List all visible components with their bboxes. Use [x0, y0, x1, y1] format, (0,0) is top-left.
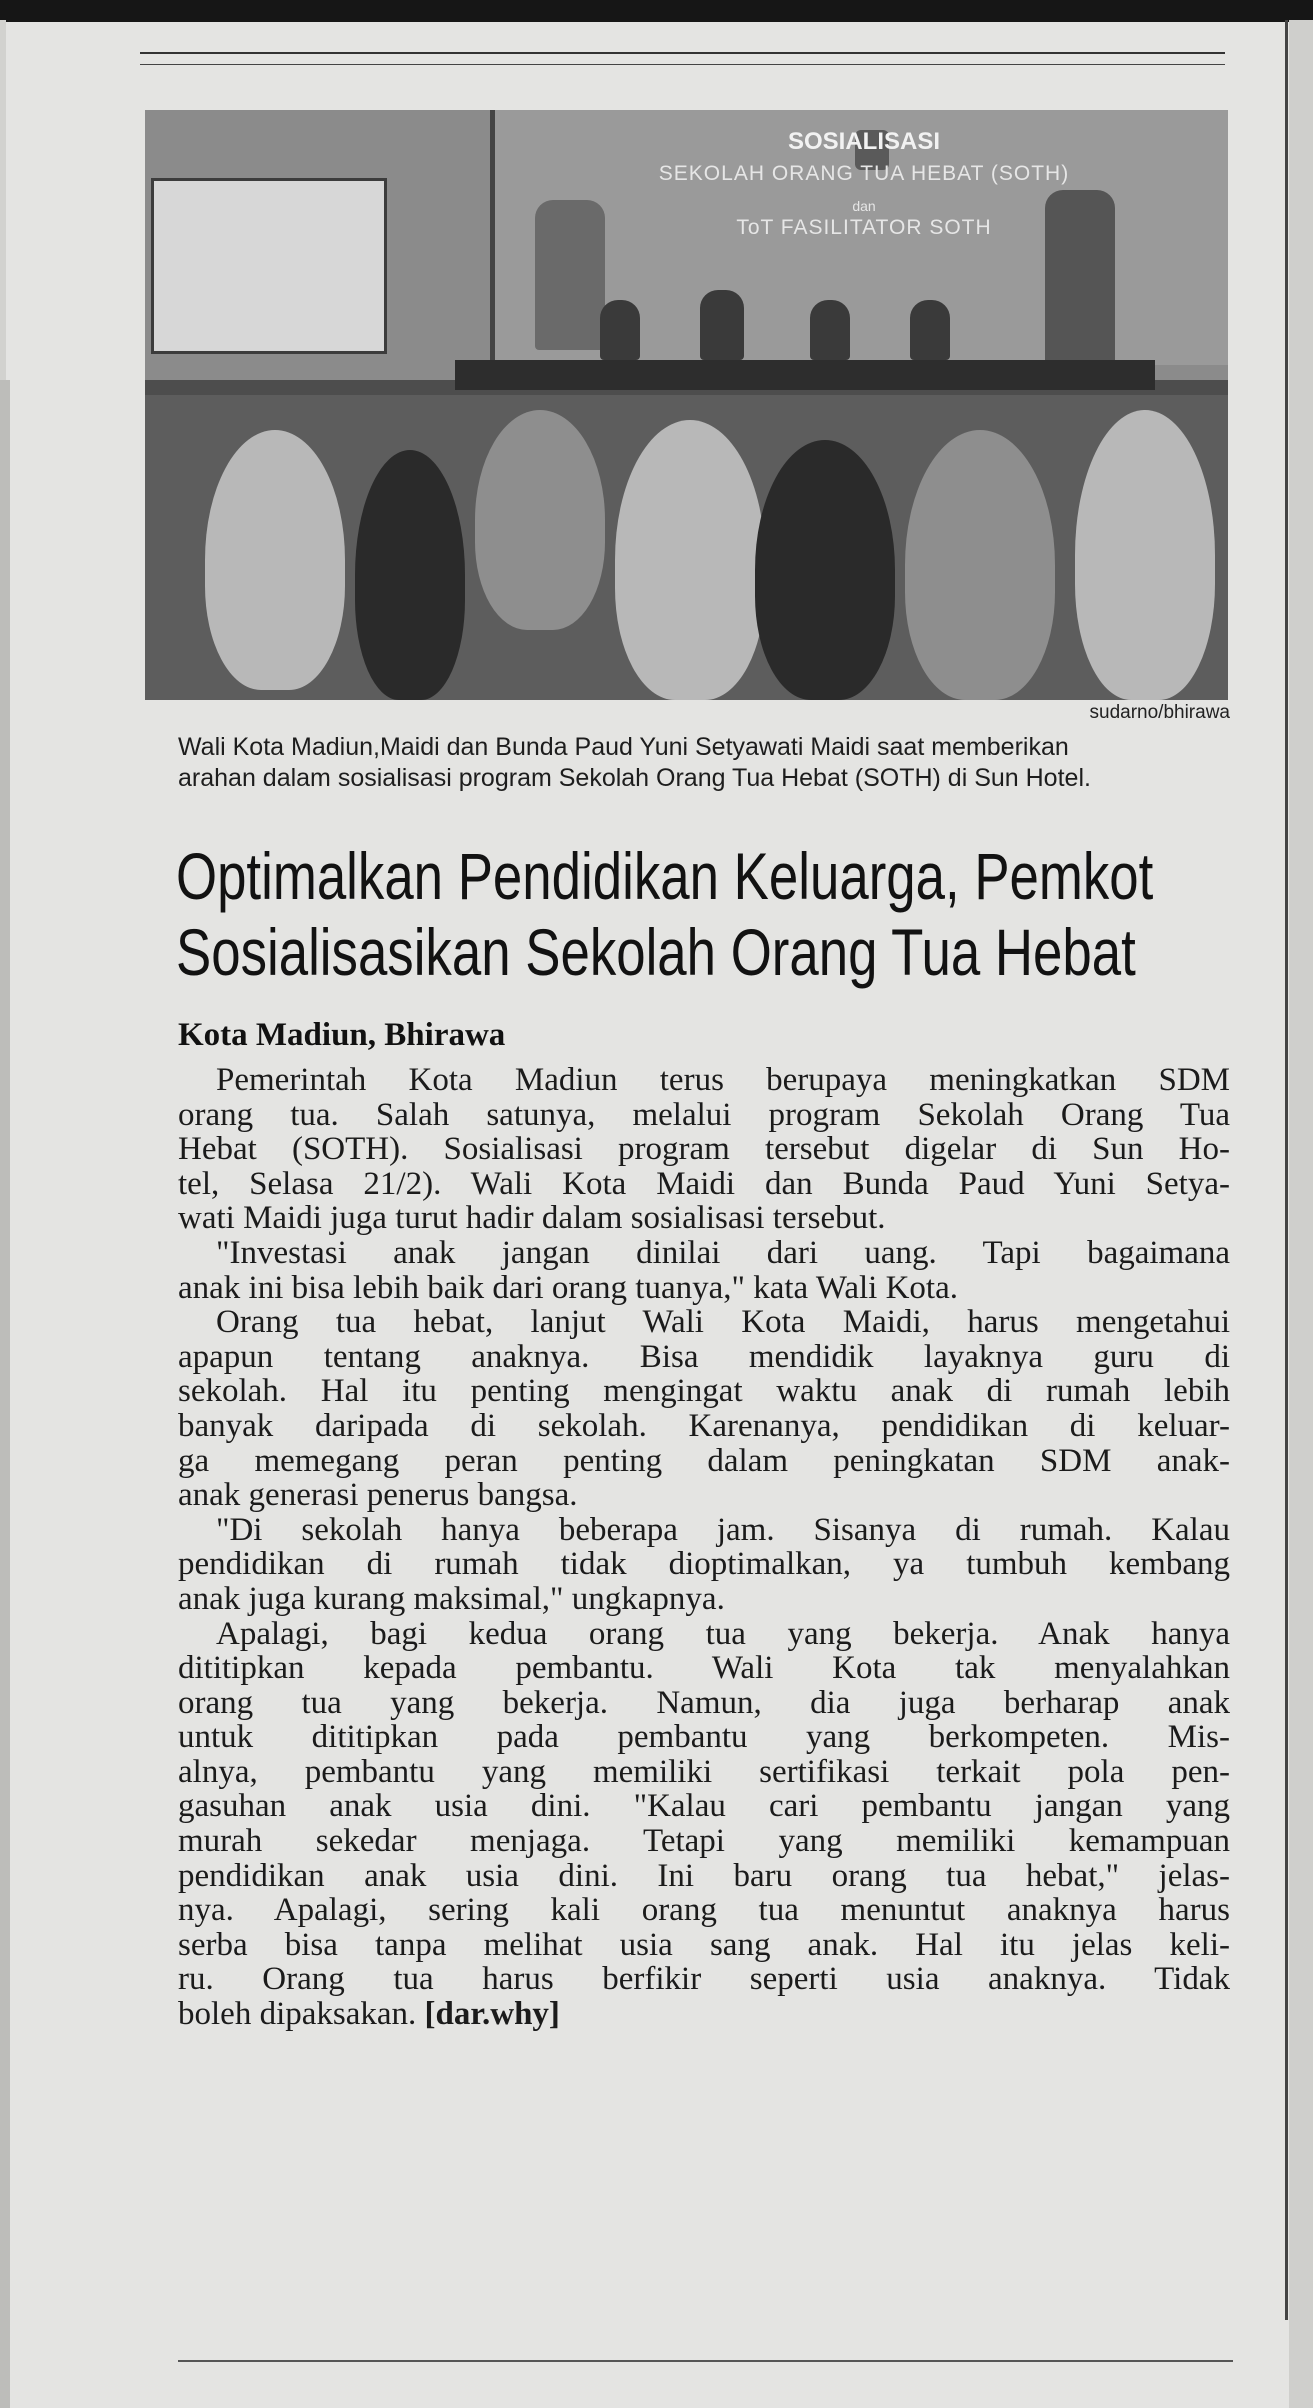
body-line: nya. Apalagi, sering kali orang tua menuntut anaknya harus	[178, 1892, 1230, 1929]
body-line: untuk dititipkan pada pembantu yang berkompeten. Mis-	[178, 1719, 1230, 1756]
author-signature: [dar.why]	[424, 1996, 560, 2033]
panel-member	[810, 300, 850, 360]
body-line: banyak daripada di sekolah. Karenanya, pendidikan di keluar-	[178, 1407, 1230, 1444]
panel-member	[910, 300, 950, 360]
body-line: Apalagi, bagi kedua orang tua yang bekerja. Anak hanya	[216, 1615, 1230, 1652]
banner-subtitle: SEKOLAH ORANG TUA HEBAT (SOTH)	[658, 162, 1070, 185]
audience-member	[355, 450, 465, 700]
body-line: serba bisa tanpa melihat usia sang anak. Hal itu jelas keli-	[178, 1926, 1230, 1963]
body-line: apapun tentang anaknya. Bisa mendidik layaknya guru di	[178, 1338, 1230, 1375]
body-line: anak ini bisa lebih baik dari orang tuanya," kata Wali Kota.	[178, 1269, 958, 1306]
body-line: gasuhan anak usia dini. "Kalau cari pembantu jangan yang	[178, 1788, 1230, 1825]
headline-line: Sosialisasikan Sekolah Orang Tua Hebat	[176, 915, 1136, 989]
article-photo	[145, 110, 1228, 700]
body-line: orang tua yang bekerja. Namun, dia juga berharap anak	[178, 1684, 1230, 1721]
body-line: orang tua. Salah satunya, melalui program Sekolah Orang Tua	[178, 1096, 1230, 1133]
audience-member	[755, 440, 895, 700]
body-line: murah sekedar menjaga. Tetapi yang memiliki kemampuan	[178, 1823, 1230, 1860]
column-divider	[1285, 20, 1288, 2320]
photo-credit: sudarno/bhirawa	[1089, 702, 1230, 723]
body-line-final	[178, 1997, 1230, 2032]
article-body	[178, 1063, 1230, 2032]
speaker-figure	[1045, 190, 1115, 370]
article-headline	[176, 838, 1154, 990]
panel-table	[455, 360, 1155, 390]
panel-member	[600, 300, 640, 360]
body-line: Hebat (SOTH). Sosialisasi program tersebut digelar di Sun Ho-	[178, 1131, 1230, 1168]
bottom-rule	[178, 2360, 1233, 2362]
body-line-text: boleh dipaksakan.	[178, 1996, 425, 2033]
banner-conjunction: dan	[852, 198, 876, 214]
headline-line: Optimalkan Pendidikan Keluarga, Pemkot	[176, 839, 1154, 913]
body-line: ga memegang peran penting dalam peningkatan SDM anak-	[178, 1442, 1230, 1479]
body-line: sekolah. Hal itu penting mengingat waktu anak di rumah lebih	[178, 1373, 1230, 1410]
top-border	[0, 0, 1313, 22]
body-line: wati Maidi juga turut hadir dalam sosialisasi tersebut.	[178, 1200, 886, 1237]
body-line: "Investasi anak jangan dinilai dari uang. Tapi bagaimana	[216, 1234, 1230, 1271]
body-line: "Di sekolah hanya beberapa jam. Sisanya di rumah. Kalau	[216, 1511, 1230, 1548]
projector-screen	[151, 178, 387, 354]
banner-title: SOSIALISASI	[787, 128, 941, 155]
body-line: dititipkan kepada pembantu. Wali Kota tak menyalahkan	[178, 1650, 1230, 1687]
audience-member	[615, 420, 765, 700]
audience-member	[205, 430, 345, 690]
photo-caption	[178, 732, 1228, 794]
header-rule-thin	[140, 64, 1225, 65]
audience-member	[905, 430, 1055, 700]
body-line: tel, Selasa 21/2). Wali Kota Maidi dan Bunda Paud Yuni Setya-	[178, 1165, 1230, 1202]
body-line: Orang tua hebat, lanjut Wali Kota Maidi, harus mengetahui	[216, 1304, 1230, 1341]
official-portrait	[535, 200, 605, 350]
caption-line: Wali Kota Madiun,Maidi dan Bunda Paud Yuni Setyawati Maidi saat memberikan	[178, 733, 1069, 761]
body-line: anak juga kurang maksimal," ungkapnya.	[178, 1580, 725, 1617]
adjacent-column-strip	[1289, 20, 1313, 2408]
body-line: anak generasi penerus bangsa.	[178, 1477, 578, 1514]
left-scan-edge-lower	[0, 380, 10, 2408]
body-line: Pemerintah Kota Madiun terus berupaya meningkatkan SDM	[216, 1062, 1230, 1098]
panel-member	[700, 290, 744, 360]
dateline: Kota Madiun, Bhirawa	[178, 1017, 506, 1053]
body-line: ru. Orang tua harus berfikir seperti usia anaknya. Tidak	[178, 1961, 1230, 1998]
body-line: pendidikan di rumah tidak dioptimalkan, ya tumbuh kembang	[178, 1546, 1230, 1583]
header-rule	[140, 52, 1225, 54]
left-scan-edge	[0, 20, 6, 380]
banner-subtitle-2: ToT FASILITATOR SOTH	[736, 216, 992, 239]
caption-line: arahan dalam sosialisasi program Sekolah Orang Tua Hebat (SOTH) di Sun Hotel.	[178, 764, 1091, 792]
body-line: alnya, pembantu yang memiliki sertifikasi terkait pola pen-	[178, 1753, 1230, 1790]
audience-member	[475, 410, 605, 630]
audience-member	[1075, 410, 1215, 700]
body-line: pendidikan anak usia dini. Ini baru orang tua hebat," jelas-	[178, 1857, 1230, 1894]
